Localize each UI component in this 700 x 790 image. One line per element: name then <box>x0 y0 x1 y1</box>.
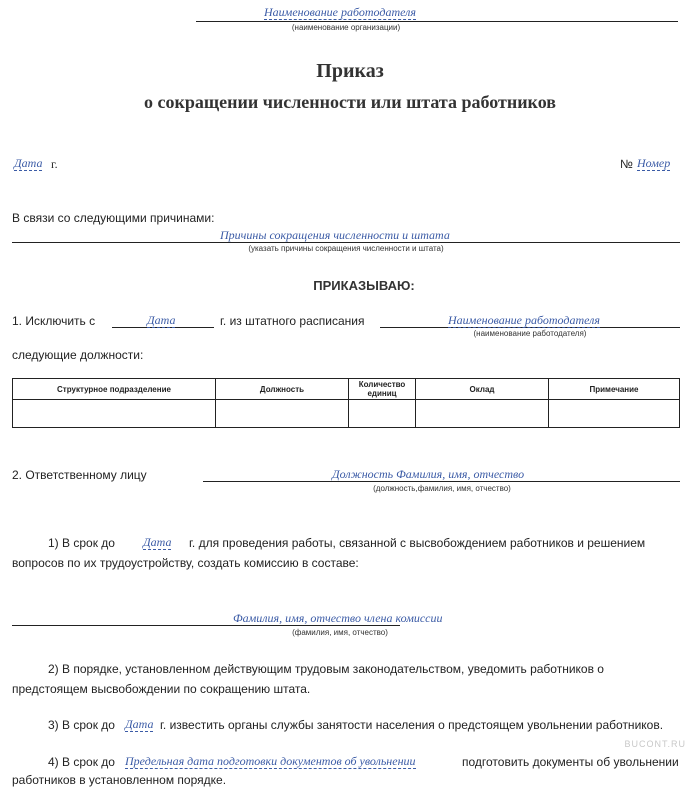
watermark: BUCONT.RU <box>624 739 686 749</box>
sub3-date-field[interactable]: Дата <box>125 717 154 731</box>
table-cell[interactable] <box>216 400 349 428</box>
sub4-deadline-field[interactable]: Предельная дата подготовки документов об увольнении <box>125 754 416 768</box>
commission-underline <box>12 625 400 626</box>
positions-label: следующие должности: <box>12 348 144 362</box>
sub4-line2: работников в установленном порядке. <box>12 773 227 787</box>
sub1-date-field[interactable]: Дата <box>143 535 172 549</box>
document-subtitle: о сокращении численности или штата работников <box>144 92 556 112</box>
employer-caption: (наименование организации) <box>291 23 401 32</box>
employer-underline <box>196 21 678 22</box>
reasons-label: В связи со следующими причинами: <box>12 211 215 225</box>
order-heading: ПРИКАЗЫВАЮ: <box>313 278 415 293</box>
table-header-cell: Структурное подразделение <box>13 379 216 400</box>
table-header-cell: Примечание <box>549 379 680 400</box>
date-field[interactable]: Дата <box>14 156 43 170</box>
sub2-line1: 2) В порядке, установленном действующим трудовым законодательством, уведомить работников о <box>48 662 604 676</box>
positions-table <box>12 378 680 428</box>
sub4-suffix: подготовить документы об увольнении <box>462 755 679 769</box>
table-cell[interactable] <box>13 400 216 428</box>
item2-underline <box>203 481 680 482</box>
sub1-suffix: г. для проведения работы, связанной с высвобождением работников и решением <box>189 536 646 550</box>
table-header-row <box>13 379 680 400</box>
reasons-underline <box>12 242 680 243</box>
number-prefix: № <box>620 157 633 171</box>
item2-responsible-field[interactable]: Должность Фамилия, имя, отчество <box>332 467 525 481</box>
number-field[interactable]: Номер <box>637 156 671 170</box>
sub4-prefix: 4) В срок до <box>48 755 115 769</box>
sub2-line2: предстоящем высвобождении по сокращению штата. <box>12 682 311 696</box>
sub3-prefix: 3) В срок до <box>48 718 115 732</box>
table-header-cell: Оклад <box>416 379 549 400</box>
item2-label: 2. Ответственному лицу <box>12 468 147 482</box>
table-row <box>13 400 680 428</box>
item2-caption: (должность,фамилия, имя, отчество) <box>373 484 511 493</box>
sub1-line2: вопросов по их трудоустройству, создать комиссию в составе: <box>12 556 359 570</box>
table-cell[interactable] <box>549 400 680 428</box>
year-suffix: г. <box>51 157 58 171</box>
table-header-cell: Должность <box>216 379 349 400</box>
commission-member-field[interactable]: Фамилия, имя, отчество члена комиссии <box>233 611 443 625</box>
table-cell[interactable] <box>349 400 416 428</box>
sub1-prefix: 1) В срок до <box>48 536 115 550</box>
reasons-caption: (указать причины сокращения численности и штата) <box>248 244 444 253</box>
table-header-cell: Количество единиц <box>349 379 416 400</box>
item1-middle: г. из штатного расписания <box>220 314 365 328</box>
item1-date-field[interactable]: Дата <box>147 313 176 327</box>
table-cell[interactable] <box>416 400 549 428</box>
sub3-suffix: г. известить органы службы занятости населения о предстоящем увольнении работников. <box>160 718 664 732</box>
reasons-field[interactable]: Причины сокращения численности и штата <box>220 228 450 242</box>
document-title: Приказ <box>316 60 384 82</box>
commission-caption: (фамилия, имя, отчество) <box>292 628 388 637</box>
employer-name-field[interactable]: Наименование работодателя <box>264 5 416 19</box>
item1-prefix: 1. Исключить с <box>12 314 96 328</box>
item1-employer-field[interactable]: Наименование работодателя <box>448 313 600 327</box>
item1-employer-caption: (наименование работодателя) <box>473 329 587 338</box>
